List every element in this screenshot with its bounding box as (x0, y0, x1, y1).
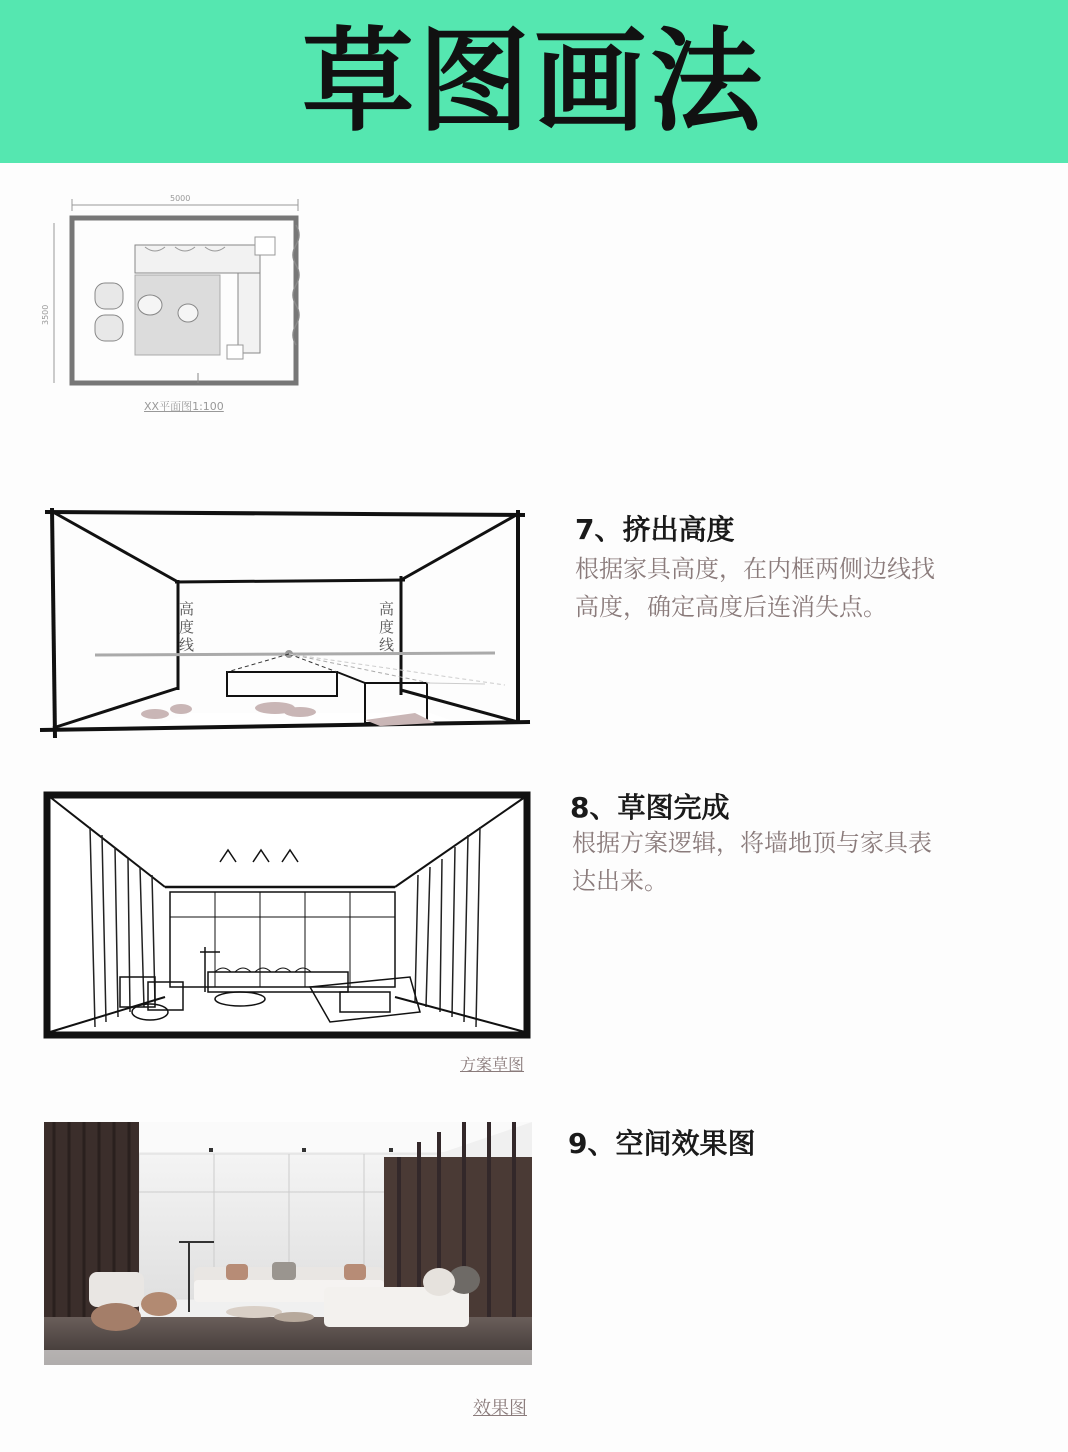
plan-dimension-top: 5000 (170, 194, 191, 203)
step9-caption: 效果图 (473, 1398, 527, 1419)
step8-description: 根据方案逻辑，将墙地顶与家具表 达出来。 (572, 829, 932, 895)
height-label-right: 高度线 (379, 600, 395, 654)
step8-caption: 方案草图 (460, 1055, 525, 1074)
step9-title: 9、空间效果图 (568, 1127, 756, 1160)
scheme-sketch-drawing (40, 787, 540, 1047)
rendered-interior-image (44, 1122, 532, 1365)
floor-plan-sketch (40, 185, 320, 425)
step7-sketch (35, 500, 535, 745)
plan-caption: XX平面图1:100 (144, 400, 224, 413)
step8-sketch (40, 787, 540, 1074)
header-banner (0, 0, 1068, 163)
step7-title: 7、挤出高度 (575, 513, 735, 546)
plan-dimension-left: 3500 (41, 304, 50, 325)
step8-title: 8、草图完成 (570, 791, 730, 824)
height-label-left: 高度线 (179, 600, 195, 654)
page-title: 草图画法 (302, 16, 766, 147)
step9-render (44, 1122, 532, 1365)
height-extrusion-drawing (35, 500, 535, 745)
step7-description: 根据家具高度，在内框两侧边线找 高度，确定高度后连消失点。 (575, 555, 935, 621)
floor-plan-drawing (40, 185, 320, 425)
